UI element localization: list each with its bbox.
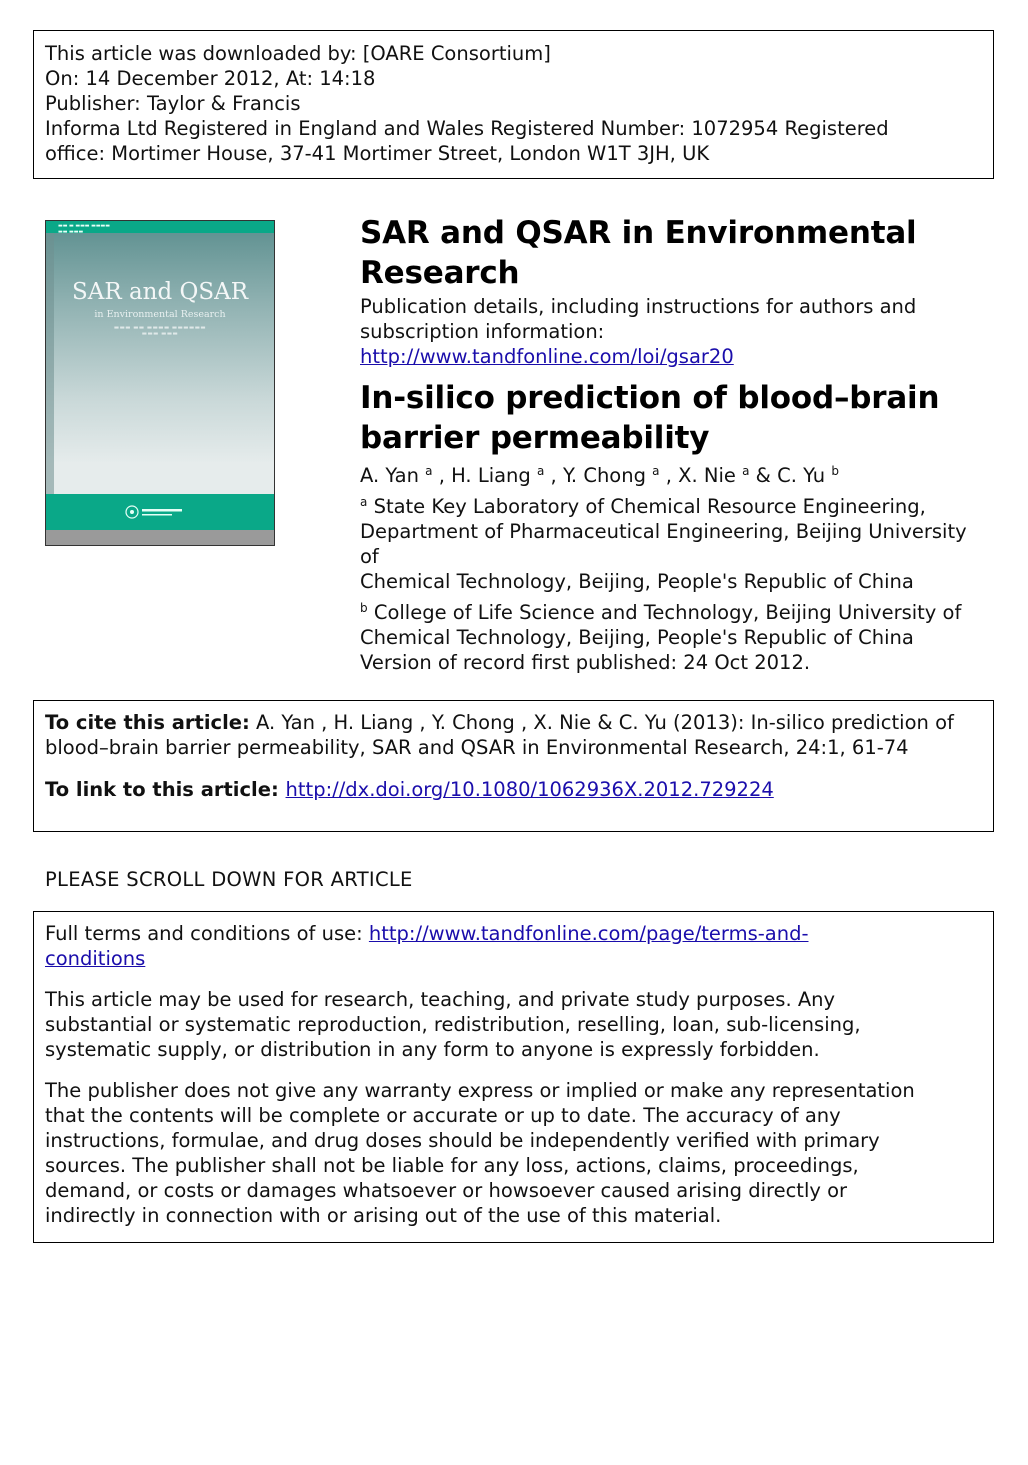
affiliation-mark: a xyxy=(360,495,368,509)
cite-text xyxy=(45,710,982,735)
disclaimer-line: sources. The publisher shall not be liable for any loss, actions, claims, proceedings, xyxy=(45,1154,859,1177)
publisher-logo-icon xyxy=(124,503,200,521)
affiliation-line: State Key Laboratory of Chemical Resource Engineering, xyxy=(373,495,926,518)
article-info xyxy=(360,213,980,675)
journal-title-line: Research xyxy=(360,255,520,291)
publisher-line: Publisher: Taylor & Francis xyxy=(45,92,301,115)
author-affiliation-mark: a xyxy=(537,464,545,478)
usage-line: systematic supply, or distribution in any form to anyone is expressly forbidden. xyxy=(45,1038,820,1061)
cover-small-print: ▬▬ ▬ ▬▬▬ ▬▬▬▬ ▬▬ ▬▬▬ xyxy=(58,223,111,235)
terms-intro xyxy=(45,921,982,971)
author-affiliation-mark: a xyxy=(425,464,433,478)
affiliation-line: Department of Pharmaceutical Engineering, Beijing University of xyxy=(360,520,967,568)
terms-url-link[interactable]: http://www.tandfonline.com/page/terms-and- xyxy=(368,922,809,945)
author-separator: & xyxy=(749,464,778,487)
download-date: On: 14 December 2012, At: 14:18 xyxy=(45,67,376,90)
affiliation-line: College of Life Science and Technology, Beijing University of xyxy=(373,601,962,624)
publication-details-line: Publication details, including instructions for authors and xyxy=(360,295,917,318)
cite-text-line: A. Yan , H. Liang , Y. Chong , X. Nie & C. Yu (2013): In-silico prediction of xyxy=(249,711,954,734)
usage-line: substantial or systematic reproduction, redistribution, reselling, loan, sub-licensing, xyxy=(45,1013,861,1036)
scroll-notice: PLEASE SCROLL DOWN FOR ARTICLE xyxy=(45,868,413,891)
disclaimer-line: instructions, formulae, and drug doses should be independently verified with primary xyxy=(45,1129,880,1152)
author-separator: , xyxy=(659,464,679,487)
affiliation-b xyxy=(360,600,980,650)
cover-editors: ▬▬▬ ▬▬ ▬▬▬▬ ▬▬▬▬▬▬ ▬▬▬ ▬▬▬ xyxy=(113,325,207,337)
author-list xyxy=(360,463,980,488)
cite-text-line: blood–brain barrier permeability, SAR and QSAR in Environmental Research, 24:1, 61-74 xyxy=(45,736,909,759)
link-label: To link to this article: xyxy=(45,778,286,801)
author-name: Y. Chong xyxy=(562,464,646,487)
download-line: This article was downloaded by: [OARE Consortium] xyxy=(45,42,551,65)
cite-label: To cite this article: xyxy=(45,711,250,734)
journal-cover-image xyxy=(45,220,275,546)
cover-title: SAR and QSAR xyxy=(71,279,249,305)
article-title xyxy=(360,378,980,458)
article-title-line: In-silico prediction of blood–brain xyxy=(360,380,940,416)
terms-intro-text: Full terms and conditions of use: xyxy=(45,922,369,945)
office-line: office: Mortimer House, 37-41 Mortimer Street, London W1T 3JH, UK xyxy=(45,142,710,165)
author-affiliation-mark: a xyxy=(652,464,660,478)
download-info-box xyxy=(33,30,994,179)
cover-footer-band xyxy=(46,530,274,546)
affiliation-line: Chemical Technology, Beijing, People's Republic of China xyxy=(360,626,914,649)
author-name: C. Yu xyxy=(777,464,826,487)
author-affiliation-mark: a xyxy=(742,464,750,478)
terms-url-link-cont[interactable]: conditions xyxy=(45,947,146,970)
usage-paragraph xyxy=(45,987,982,1062)
publication-details-line: subscription information: xyxy=(360,320,605,343)
disclaimer-line: that the contents will be complete or accurate or up to date. The accuracy of any xyxy=(45,1104,841,1127)
terms-box xyxy=(33,911,994,1243)
affiliation-mark: b xyxy=(360,601,368,615)
cover-spine xyxy=(46,233,54,494)
usage-line: This article may be used for research, teaching, and private study purposes. Any xyxy=(45,988,836,1011)
author-name: X. Nie xyxy=(678,464,736,487)
journal-url-link[interactable]: http://www.tandfonline.com/loi/gsar20 xyxy=(360,345,734,368)
cover-subtitle: in Environmental Research xyxy=(94,309,226,320)
citation-box xyxy=(33,700,994,832)
article-title-line: barrier permeability xyxy=(360,420,710,456)
author-name: A. Yan xyxy=(360,464,419,487)
journal-title xyxy=(360,213,980,293)
doi-link[interactable]: http://dx.doi.org/10.1080/1062936X.2012.729224 xyxy=(285,778,774,801)
registration-line: Informa Ltd Registered in England and Wales Registered Number: 1072954 Registered xyxy=(45,117,889,140)
doi-row xyxy=(45,777,982,802)
affiliation-a xyxy=(360,494,980,594)
author-name: H. Liang xyxy=(451,464,531,487)
disclaimer-line: indirectly in connection with or arising out of the use of this material. xyxy=(45,1204,722,1227)
disclaimer-paragraph xyxy=(45,1078,982,1228)
author-separator: , xyxy=(544,464,563,487)
disclaimer-line: The publisher does not give any warranty express or implied or make any representation xyxy=(45,1079,915,1102)
affiliation-line: Chemical Technology, Beijing, People's Republic of China xyxy=(360,570,914,593)
author-separator: , xyxy=(432,464,452,487)
disclaimer-line: demand, or costs or damages whatsoever or howsoever caused arising directly or xyxy=(45,1179,848,1202)
version-of-record: Version of record first published: 24 Oct 2012. xyxy=(360,651,811,674)
publication-details xyxy=(360,294,980,369)
journal-title-line: SAR and QSAR in Environmental xyxy=(360,215,917,251)
author-affiliation-mark: b xyxy=(831,464,839,478)
